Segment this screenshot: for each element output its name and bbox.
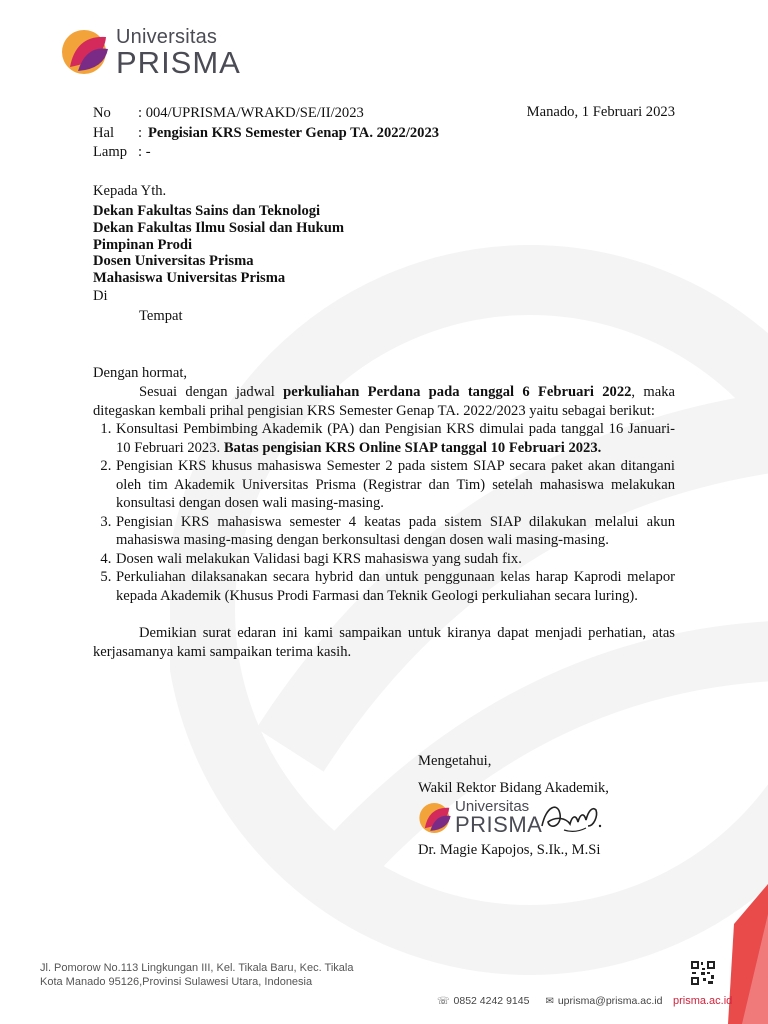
signer-position: Wakil Rektor Bidang Akademik, xyxy=(418,780,609,796)
footer-contact xyxy=(437,995,662,1007)
recipient-intro: Kepada Yth. xyxy=(93,182,167,199)
item1-bold: Batas pengisian KRS Online SIAP tanggal 10 Februari 2023. xyxy=(223,439,602,456)
no-label: No xyxy=(93,105,111,121)
recipient-item: Dekan Fakultas Ilmu Sosial dan Hukum xyxy=(93,219,345,236)
instruction-list xyxy=(93,420,675,605)
university-logo xyxy=(60,24,260,80)
p1-text-bold: perkuliahan Perdana pada tanggal 6 Februari 2022 xyxy=(283,384,632,401)
list-item: 2. Pengisian KRS khusus mahasiswa Semester 2 pada sistem SIAP secara paket akan ditangani oleh tim Akademik Universitas Prisma (Registrar dan Tim) setelah mahasiswa melakukan konsultasi dengan dosen wali masing-masing. xyxy=(115,457,675,513)
logo-prisma-text: PRISMA xyxy=(116,44,241,80)
prisma-logo-icon xyxy=(418,801,452,835)
acknowledged-text: Mengetahui, xyxy=(418,753,492,769)
hal-colon: : xyxy=(138,124,143,141)
p1-text-b: , maka ditegaskan kembali prihal pengisian KRS Semester Genap TA. 2022/2023 yaitu sebagai berikut: xyxy=(93,384,675,419)
p1-text-a: Sesuai dengan jadwal xyxy=(139,384,284,401)
closing-text: Demikian surat edaran ini kami sampaikan untuk kiranya dapat menjadi perhatian, atas kerjasamanya kami sampaikan terima kasih. xyxy=(93,625,675,660)
phone-icon: ☏ xyxy=(437,995,450,1007)
stamp-universitas-text: Universitas xyxy=(455,798,530,816)
opening-paragraph xyxy=(93,383,675,420)
stamp-prisma-text: PRISMA xyxy=(455,811,543,837)
recipient-item: Mahasiswa Universitas Prisma xyxy=(93,270,286,287)
prisma-logo-icon xyxy=(60,27,110,77)
list-item: 5. Perkuliahan dilaksanakan secara hybrid dan untuk penggunaan kelas harap Kaprodi melapor kepada Akademik (Khusus Prodi Farmasi dan Teknik Geologi perkuliahan secara luring). xyxy=(115,568,675,605)
footer-website: prisma.ac.id xyxy=(673,995,733,1007)
lamp-label: Lamp xyxy=(93,144,128,160)
list-item: 3. Pengisian KRS mahasiswa semester 4 keatas pada sistem SIAP dilakukan melalui akun mahasiswa masing-masing dengan berkonsultasi dengan dosen wali masing-masing. xyxy=(115,513,675,550)
list-item: 4. Dosen wali melakukan Validasi bagi KRS mahasiswa yang sudah fix. xyxy=(115,550,675,569)
attachment-row xyxy=(93,143,675,163)
signature-block xyxy=(418,748,718,864)
signer-name: Dr. Magie Kapojos, S.Ik., M.Si xyxy=(418,842,601,858)
recipient-item: Dosen Universitas Prisma xyxy=(93,253,254,270)
letter-date: Manado, 1 Februari 2023 xyxy=(526,104,675,120)
list-item xyxy=(115,420,675,457)
greeting: Dengan hormat, xyxy=(93,364,188,381)
hal-value: Pengisian KRS Semester Genap TA. 2022/2023 xyxy=(148,124,440,141)
hal-label: Hal xyxy=(93,124,115,141)
recipient-item: Pimpinan Prodi xyxy=(93,236,193,253)
email-icon: ✉ xyxy=(545,995,554,1007)
no-value: : 004/UPRISMA/WRAKD/SE/II/2023 xyxy=(138,105,364,121)
address-line-2: Kota Manado 95126,Provinsi Sulawesi Utara, Indonesia xyxy=(40,976,313,988)
footer-address xyxy=(40,961,353,989)
lamp-value: : - xyxy=(138,144,151,160)
recipient-item: Dekan Fakultas Sains dan Teknologi xyxy=(93,203,321,219)
item1-text: Konsultasi Pembimbing Akademik (PA) dan Pengisian KRS dimulai pada tanggal 16 Januari-10 Februari 2023. xyxy=(116,421,675,456)
corner-decoration xyxy=(728,884,768,1024)
address-line-1: Jl. Pomorow No.113 Lingkungan III, Kel. Tikala Baru, Kec. Tikala xyxy=(40,962,354,974)
recipient-di: Di xyxy=(93,287,108,304)
recipient-tempat: Tempat xyxy=(139,308,183,325)
subject-row xyxy=(93,124,675,144)
recipient-list xyxy=(93,203,675,287)
footer-email: uprisma@prisma.ac.id xyxy=(557,995,663,1007)
handwritten-signature xyxy=(536,796,606,840)
closing-paragraph xyxy=(93,624,675,661)
footer-phone: 0852 4242 9145 xyxy=(453,995,530,1007)
letter-body xyxy=(93,104,675,661)
qr-code-icon xyxy=(690,960,716,986)
logo-universitas-text: Universitas xyxy=(116,25,218,48)
signature-stamp xyxy=(418,796,718,840)
